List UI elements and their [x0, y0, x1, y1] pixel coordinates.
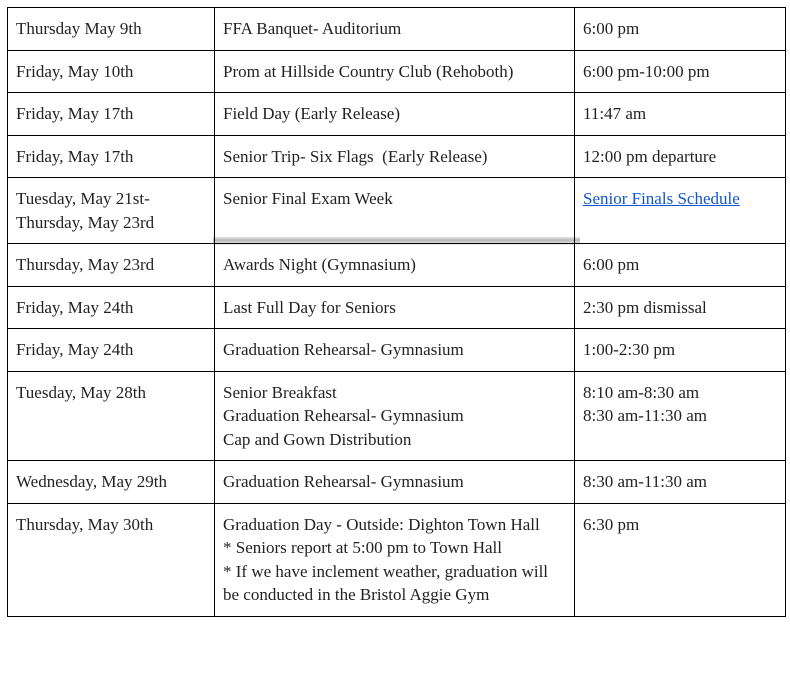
event-text: Senior Trip- Six Flags (Early Release) — [223, 146, 488, 166]
table-row — [8, 286, 786, 329]
event-text: Graduation Rehearsal- Gymnasium — [223, 472, 464, 491]
time-text: 1:00-2:30 pm — [583, 340, 676, 359]
event-cell — [215, 135, 575, 178]
event-text: Field Day (Early Release) — [223, 104, 401, 123]
event-text: Last Full Day for Seniors — [223, 297, 396, 317]
event-cell — [215, 50, 575, 93]
event-cell — [215, 371, 575, 461]
event-text: * If we have inclement weather, graduation will be conducted in the Bristol Aggie Gym — [223, 561, 549, 604]
table-row — [8, 50, 786, 93]
time-text: 8:10 am-8:30 am — [583, 382, 700, 402]
event-cell — [215, 244, 575, 287]
date-cell — [8, 371, 215, 461]
time-cell — [575, 286, 786, 329]
time-cell — [575, 8, 786, 51]
time-cell — [575, 503, 786, 616]
date-cell — [8, 503, 215, 616]
table-row — [8, 461, 786, 504]
schedule-table — [7, 7, 786, 617]
event-text: Prom at Hillside Country Club (Rehoboth) — [223, 61, 514, 81]
date-cell — [8, 93, 215, 136]
event-text: Senior Breakfast — [223, 382, 337, 402]
time-text: 11:47 am — [583, 104, 647, 123]
table-row — [8, 8, 786, 51]
date-text: Thursday, May 23rd — [16, 212, 155, 232]
event-cell — [215, 329, 575, 372]
date-text: Friday, May 17th — [16, 104, 134, 123]
time-cell — [575, 244, 786, 287]
table-row — [8, 503, 786, 616]
table-row — [8, 329, 786, 372]
time-cell — [575, 135, 786, 178]
time-text: 12:00 pm departure — [583, 146, 717, 166]
event-text: Graduation Rehearsal- Gymnasium — [223, 406, 464, 425]
senior-finals-schedule-link[interactable]: Senior Finals Schedule — [583, 189, 740, 208]
table-row — [8, 178, 786, 244]
date-text: Thursday, May 30th — [16, 514, 154, 534]
date-cell — [8, 50, 215, 93]
date-text: Tuesday, May 28th — [16, 382, 147, 402]
time-text: 6:00 pm-10:00 pm — [583, 61, 710, 81]
date-text: Friday, May 24th — [16, 340, 134, 359]
event-cell — [215, 8, 575, 51]
date-cell — [8, 178, 215, 244]
time-cell — [575, 50, 786, 93]
event-cell — [215, 286, 575, 329]
date-text: Friday, May 24th — [16, 297, 134, 317]
schedule-table-body — [8, 8, 786, 617]
date-text: Thursday, May 23rd — [16, 255, 155, 274]
time-text: 6:30 pm — [583, 514, 640, 534]
time-cell — [575, 461, 786, 504]
table-row — [8, 93, 786, 136]
time-cell — [575, 178, 786, 244]
date-cell — [8, 244, 215, 287]
time-text: 6:00 pm — [583, 19, 640, 38]
event-text: Graduation Rehearsal- Gymnasium — [223, 340, 464, 359]
date-cell — [8, 461, 215, 504]
date-text: Wednesday, May 29th — [16, 472, 167, 491]
event-cell — [215, 461, 575, 504]
event-cell — [215, 503, 575, 616]
time-text: 6:00 pm — [583, 255, 640, 274]
date-text: Thursday May 9th — [16, 19, 142, 38]
event-text: Senior Final Exam Week — [223, 189, 393, 208]
time-text: 8:30 am-11:30 am — [583, 406, 708, 425]
date-text: Tuesday, May 21st- — [16, 189, 150, 208]
table-row — [8, 135, 786, 178]
time-cell — [575, 329, 786, 372]
time-text: 8:30 am-11:30 am — [583, 472, 708, 491]
date-cell — [8, 8, 215, 51]
event-text: Graduation Day - Outside: Dighton Town Hall — [223, 514, 540, 534]
event-text: Awards Night (Gymnasium) — [223, 255, 416, 274]
event-cell — [215, 178, 575, 244]
date-cell — [8, 329, 215, 372]
event-text: FFA Banquet- Auditorium — [223, 19, 402, 38]
table-row — [8, 244, 786, 287]
time-cell — [575, 93, 786, 136]
event-cell — [215, 93, 575, 136]
date-text: Friday, May 10th — [16, 61, 134, 81]
date-cell — [8, 286, 215, 329]
table-row — [8, 371, 786, 461]
event-text: Cap and Gown Distribution — [223, 429, 412, 449]
time-text: 2:30 pm dismissal — [583, 297, 707, 317]
event-text: * Seniors report at 5:00 pm to Town Hall — [223, 538, 502, 557]
time-cell — [575, 371, 786, 461]
date-cell — [8, 135, 215, 178]
date-text: Friday, May 17th — [16, 146, 134, 166]
